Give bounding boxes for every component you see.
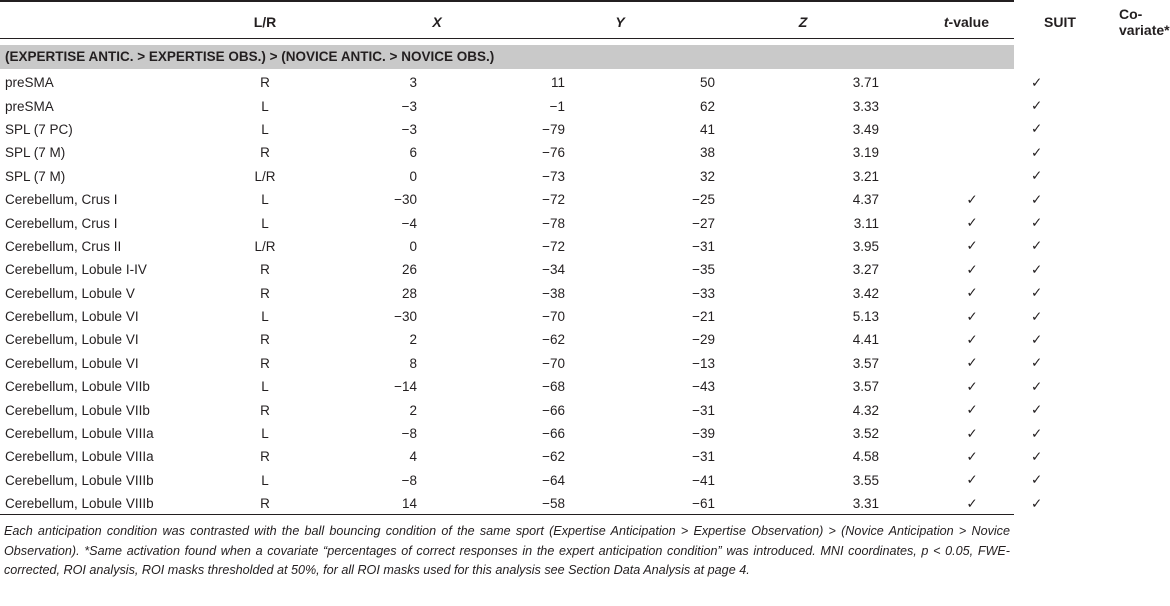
- cell-y: −64: [542, 472, 565, 488]
- cell-lr: R: [260, 262, 270, 278]
- cell-z: −31: [692, 402, 715, 418]
- cell-z: 32: [699, 168, 715, 184]
- table-row: Cerebellum, Lobule VIIb L −14 −68 −43 3.57 ✓ ✓: [0, 375, 1031, 398]
- cell-suit: ✓: [966, 378, 978, 395]
- cell-y: −62: [542, 449, 565, 465]
- cell-suit: ✓: [966, 425, 978, 442]
- cell-x: −3: [401, 98, 417, 114]
- cell-lr: L/R: [254, 238, 276, 254]
- table-body: [0, 71, 1043, 515]
- cell-z: −31: [692, 238, 715, 254]
- table-row: SPL (7 M) L/R 0 −73 32 3.21 ✓: [0, 165, 1031, 188]
- cell-x: −30: [394, 309, 417, 325]
- cell-region: Cerebellum, Lobule VI: [5, 355, 139, 371]
- cell-z: 38: [699, 145, 715, 161]
- cell-z: −21: [692, 309, 715, 325]
- cell-t-value: 3.31: [852, 496, 879, 512]
- cell-suit: ✓: [966, 191, 978, 208]
- header-y: Y: [615, 14, 625, 30]
- cell-suit: ✓: [966, 331, 978, 348]
- cell-t-value: 5.13: [852, 309, 879, 325]
- bottom-rule: [0, 514, 1014, 515]
- table-row: Cerebellum, Crus II L/R 0 −72 −31 3.95 ✓ ✓: [0, 235, 1031, 258]
- table-row: Cerebellum, Lobule I-IV R 26 −34 −35 3.27 ✓ ✓: [0, 258, 1031, 281]
- header-x: X: [432, 14, 442, 30]
- cell-t-value: 3.52: [852, 426, 879, 442]
- cell-z: 41: [699, 121, 715, 137]
- cell-t-value: 3.57: [852, 355, 879, 371]
- cell-x: −14: [394, 379, 417, 395]
- cell-region: SPL (7 M): [5, 168, 66, 184]
- cell-x: 2: [409, 402, 417, 418]
- cell-lr: R: [260, 449, 270, 465]
- cell-z: −39: [692, 426, 715, 442]
- cell-lr: R: [260, 332, 270, 348]
- cell-y: −58: [542, 496, 565, 512]
- cell-y: −66: [542, 426, 565, 442]
- cell-suit: ✓: [966, 472, 978, 489]
- table-row: Cerebellum, Lobule VIIb R 2 −66 −31 4.32 ✓ ✓: [0, 398, 1031, 421]
- table-row: Cerebellum, Crus I L −4 −78 −27 3.11 ✓ ✓: [0, 211, 1031, 234]
- cell-t-value: 3.95: [852, 238, 879, 254]
- cell-lr: R: [260, 402, 270, 418]
- header-t-value: [863, 6, 1001, 38]
- cell-x: 4: [409, 449, 417, 465]
- table-row: Cerebellum, Lobule V R 28 −38 −33 3.42 ✓ ✓: [0, 282, 1031, 305]
- cell-suit: ✓: [966, 495, 978, 512]
- cell-suit: ✓: [966, 238, 978, 255]
- cell-y: −73: [542, 168, 565, 184]
- table-row: preSMA L −3 −1 62 3.33 ✓: [0, 94, 1031, 117]
- cell-z: −41: [692, 472, 715, 488]
- cell-z: 62: [699, 98, 715, 114]
- cell-t-value: 3.27: [852, 262, 879, 278]
- table-row: SPL (7 PC) L −3 −79 41 3.49 ✓: [0, 118, 1031, 141]
- cell-lr: L: [261, 215, 269, 231]
- cell-region: Cerebellum, Crus I: [5, 192, 118, 208]
- cell-t-value: 3.55: [852, 472, 879, 488]
- cell-t-value: 4.32: [852, 402, 879, 418]
- cell-z: −61: [692, 496, 715, 512]
- cell-region: Cerebellum, Lobule VIIIb: [5, 496, 154, 512]
- cell-x: 26: [401, 262, 417, 278]
- cell-z: −43: [692, 379, 715, 395]
- cell-region: Cerebellum, Lobule VIIIa: [5, 449, 154, 465]
- cell-y: −72: [542, 192, 565, 208]
- cell-suit: ✓: [966, 261, 978, 278]
- cell-x: −30: [394, 192, 417, 208]
- cell-region: Cerebellum, Lobule VIIIa: [5, 426, 154, 442]
- cell-lr: R: [260, 145, 270, 161]
- cell-z: −13: [692, 355, 715, 371]
- cell-x: 3: [409, 75, 417, 91]
- table-row: Cerebellum, Lobule VIIIa R 4 −62 −31 4.58 ✓ ✓: [0, 445, 1031, 468]
- contrast-band: [0, 45, 1014, 69]
- cell-suit: [913, 141, 1031, 164]
- cell-suit: ✓: [966, 308, 978, 325]
- cell-y: −76: [542, 145, 565, 161]
- table-row: Cerebellum, Lobule VI L −30 −70 −21 5.13 ✓ ✓: [0, 305, 1031, 328]
- table-row: Cerebellum, Lobule VIIIa L −8 −66 −39 3.52 ✓ ✓: [0, 422, 1031, 445]
- cell-region: Cerebellum, Lobule VI: [5, 309, 139, 325]
- table-row: SPL (7 M) R 6 −76 38 3.19 ✓: [0, 141, 1031, 164]
- cell-y: −34: [542, 262, 565, 278]
- cell-t-value: 3.57: [852, 379, 879, 395]
- table-row: Cerebellum, Lobule VI R 2 −62 −29 4.41 ✓ ✓: [0, 328, 1031, 351]
- cell-region: preSMA: [5, 98, 54, 114]
- cell-x: 0: [409, 238, 417, 254]
- cell-region: Cerebellum, Lobule I-IV: [5, 262, 147, 278]
- cell-x: 28: [401, 285, 417, 301]
- table-header: L/R X Y Z t-value SUIT Co-variate*: [0, 6, 1119, 38]
- cell-x: 14: [401, 496, 417, 512]
- cell-x: 8: [409, 355, 417, 371]
- cell-x: −8: [401, 472, 417, 488]
- cell-suit: [913, 118, 1031, 141]
- cell-region: preSMA: [5, 75, 54, 91]
- header-lr: L/R: [253, 14, 277, 30]
- cell-z: −29: [692, 332, 715, 348]
- cell-region: Cerebellum, Lobule V: [5, 285, 135, 301]
- cell-t-value: 3.49: [852, 121, 879, 137]
- cell-lr: L: [261, 121, 269, 137]
- cell-y: −62: [542, 332, 565, 348]
- cell-y: −66: [542, 402, 565, 418]
- header-rule: [0, 38, 1014, 39]
- cell-lr: L: [261, 426, 269, 442]
- cell-lr: R: [260, 285, 270, 301]
- cell-z: −25: [692, 192, 715, 208]
- cell-t-value: 4.41: [852, 332, 879, 348]
- cell-region: Cerebellum, Crus II: [5, 238, 122, 254]
- cell-lr: R: [260, 496, 270, 512]
- cell-t-value: 3.71: [852, 75, 879, 91]
- cell-region: SPL (7 M): [5, 145, 66, 161]
- top-rule: [0, 0, 1014, 2]
- table-row: Cerebellum, Lobule VIIIb R 14 −58 −61 3.31 ✓ ✓: [0, 492, 1031, 515]
- header-z: Z: [798, 14, 808, 30]
- cell-lr: L: [261, 98, 269, 114]
- table-footnote: Each anticipation condition was contrasted with the ball bouncing condition of the same sport (Expertise Anticipation > Expertise Observation) > (Novice Anticipation > Novice Observation). *Same activation found when a covariate “percentages of correct responses in the expert anticipation condition” was introduced. MNI coordinates, p < 0.05, FWE-corrected, ROI analysis, ROI masks thresholded at 50%, for all ROI masks used for this analysis see Section Data Analysis at page 4.: [4, 524, 1010, 577]
- table-row: Cerebellum, Lobule VIIIb L −8 −64 −41 3.55 ✓ ✓: [0, 469, 1031, 492]
- cell-y: −78: [542, 215, 565, 231]
- cell-z: −31: [692, 449, 715, 465]
- cell-region: Cerebellum, Lobule VIIb: [5, 379, 150, 395]
- cell-suit: ✓: [966, 215, 978, 232]
- cell-region: SPL (7 PC): [5, 121, 73, 137]
- cell-region: Cerebellum, Crus I: [5, 215, 118, 231]
- cell-y: −38: [542, 285, 565, 301]
- cell-y: 11: [550, 75, 565, 91]
- cell-t-value: 4.58: [852, 449, 879, 465]
- cell-lr: R: [260, 75, 270, 91]
- cell-y: −1: [549, 98, 565, 114]
- cell-x: 2: [409, 332, 417, 348]
- cell-suit: ✓: [966, 355, 978, 372]
- cell-suit: ✓: [966, 402, 978, 419]
- table-row: Cerebellum, Crus I L −30 −72 −25 4.37 ✓ ✓: [0, 188, 1031, 211]
- cell-suit: [913, 94, 1031, 117]
- cell-z: −27: [692, 215, 715, 231]
- cell-z: 50: [699, 75, 715, 91]
- cell-suit: [913, 165, 1031, 188]
- header-t-rest: -value: [948, 14, 989, 30]
- cell-lr: L: [261, 472, 269, 488]
- cell-x: −3: [401, 121, 417, 137]
- cell-lr: L: [261, 309, 269, 325]
- cell-z: −35: [692, 262, 715, 278]
- cell-lr: L: [261, 192, 269, 208]
- cell-region: Cerebellum, Lobule VI: [5, 332, 139, 348]
- cell-z: −33: [692, 285, 715, 301]
- cell-y: −79: [542, 121, 565, 137]
- cell-x: −8: [401, 426, 417, 442]
- cell-t-value: 4.37: [852, 192, 879, 208]
- table-row: preSMA R 3 11 50 3.71 ✓: [0, 71, 1031, 94]
- cell-y: −72: [542, 238, 565, 254]
- cell-t-value: 3.19: [852, 145, 879, 161]
- cell-t-value: 3.21: [852, 168, 879, 184]
- cell-region: Cerebellum, Lobule VIIb: [5, 402, 150, 418]
- contrast-label: (EXPERTISE ANTIC. > EXPERTISE OBS.) > (NOVICE ANTIC. > NOVICE OBS.): [5, 49, 495, 64]
- cell-x: 6: [409, 145, 417, 161]
- cell-suit: [913, 71, 1031, 94]
- header-region: [0, 6, 233, 38]
- cell-lr: L: [261, 379, 269, 395]
- header-t-italic: t: [943, 14, 949, 30]
- cell-y: −68: [542, 379, 565, 395]
- cell-suit: ✓: [966, 448, 978, 465]
- cell-t-value: 3.11: [853, 215, 879, 231]
- cell-x: 0: [409, 168, 417, 184]
- cell-lr: L/R: [254, 168, 276, 184]
- cell-suit: ✓: [966, 285, 978, 302]
- cell-y: −70: [542, 355, 565, 371]
- cell-region: Cerebellum, Lobule VIIIb: [5, 472, 154, 488]
- cell-t-value: 3.42: [852, 285, 879, 301]
- cell-x: −4: [401, 215, 417, 231]
- cell-t-value: 3.33: [852, 98, 879, 114]
- header-suit: SUIT: [1044, 14, 1076, 30]
- table-row: Cerebellum, Lobule VI R 8 −70 −13 3.57 ✓ ✓: [0, 352, 1031, 375]
- cell-lr: R: [260, 355, 270, 371]
- cell-y: −70: [542, 309, 565, 325]
